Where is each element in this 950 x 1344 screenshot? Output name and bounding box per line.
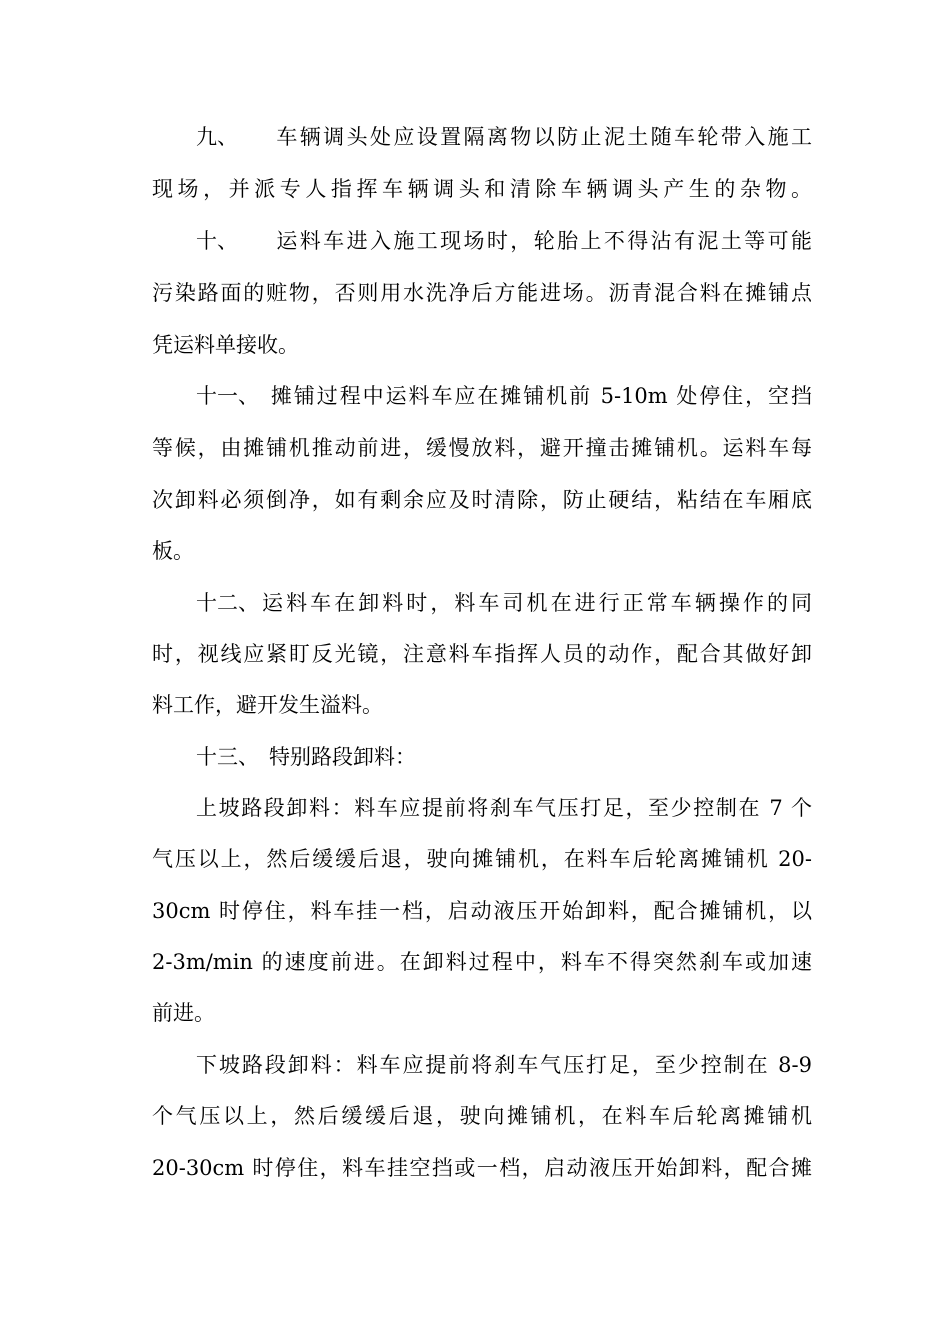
paragraph-13-text-1: 特别路段卸料：	[269, 745, 416, 769]
paragraph-12-line-1	[196, 590, 812, 616]
paragraph-10-line-3: 凭运料单接收。	[152, 333, 299, 357]
paragraph-9-text-1: 车辆调头处应设置隔离物以防止泥土随车轮带入施工	[274, 125, 812, 149]
paragraph-11-line-3: 次卸料必须倒净，如有剩余应及时清除，防止硬结，粘结在车厢底	[152, 488, 812, 512]
downhill-line-2: 个气压以上，然后缓缓后退，驶向摊铺机，在料车后轮离摊铺机	[152, 1104, 812, 1128]
paragraph-13-line-1	[196, 744, 812, 770]
paragraph-12-text-1: 运料车在卸料时，料车司机在进行正常车辆操作的同	[259, 591, 812, 615]
uphill-line-2: 气压以上，然后缓缓后退，驶向摊铺机，在料车后轮离摊铺机 20-	[152, 847, 812, 871]
paragraph-13-prefix: 十三、	[196, 745, 259, 769]
paragraph-12-prefix: 十二、	[196, 591, 259, 615]
paragraph-11-line-4: 板。	[152, 539, 194, 563]
uphill-line-1: 上坡路段卸料：料车应提前将刹车气压打足，至少控制在 7 个	[196, 796, 812, 820]
downhill-line-3: 20-30cm 时停住，料车挂空挡或一档，启动液压开始卸料，配合摊	[152, 1156, 812, 1180]
downhill-line-1: 下坡路段卸料：料车应提前将刹车气压打足，至少控制在 8-9	[196, 1053, 812, 1077]
paragraph-9-line-1	[196, 124, 812, 150]
paragraph-12-line-3: 料工作，避开发生溢料。	[152, 693, 383, 717]
paragraph-10-line-1	[196, 228, 812, 254]
paragraph-12-line-2: 时，视线应紧盯反光镜，注意料车指挥人员的动作，配合其做好卸	[152, 642, 812, 666]
paragraph-9-prefix: 九、	[196, 125, 238, 149]
paragraph-10-prefix: 十、	[196, 229, 238, 253]
uphill-line-4: 2-3m/min 的速度前进。在卸料过程中，料车不得突然刹车或加速	[152, 950, 812, 974]
uphill-line-5: 前进。	[152, 1001, 215, 1025]
paragraph-9-line-2: 现场，并派专人指挥车辆调头和清除车辆调头产生的杂物。	[152, 177, 812, 201]
paragraph-11-text-1: 摊铺过程中运料车应在摊铺机前 5-10m 处停住，空挡	[269, 384, 812, 408]
paragraph-10-line-2: 污染路面的赃物，否则用水洗净后方能进场。沥青混合料在摊铺点	[152, 281, 812, 305]
paragraph-11-prefix: 十一、	[196, 384, 259, 408]
uphill-line-3: 30cm 时停住，料车挂一档，启动液压开始卸料，配合摊铺机，以	[152, 899, 812, 923]
paragraph-11-line-1	[196, 383, 812, 409]
paragraph-10-text-1: 运料车进入施工现场时，轮胎上不得沾有泥土等可能	[274, 229, 812, 253]
paragraph-11-line-2: 等候，由摊铺机推动前进，缓慢放料，避开撞击摊铺机。运料车每	[152, 436, 812, 460]
